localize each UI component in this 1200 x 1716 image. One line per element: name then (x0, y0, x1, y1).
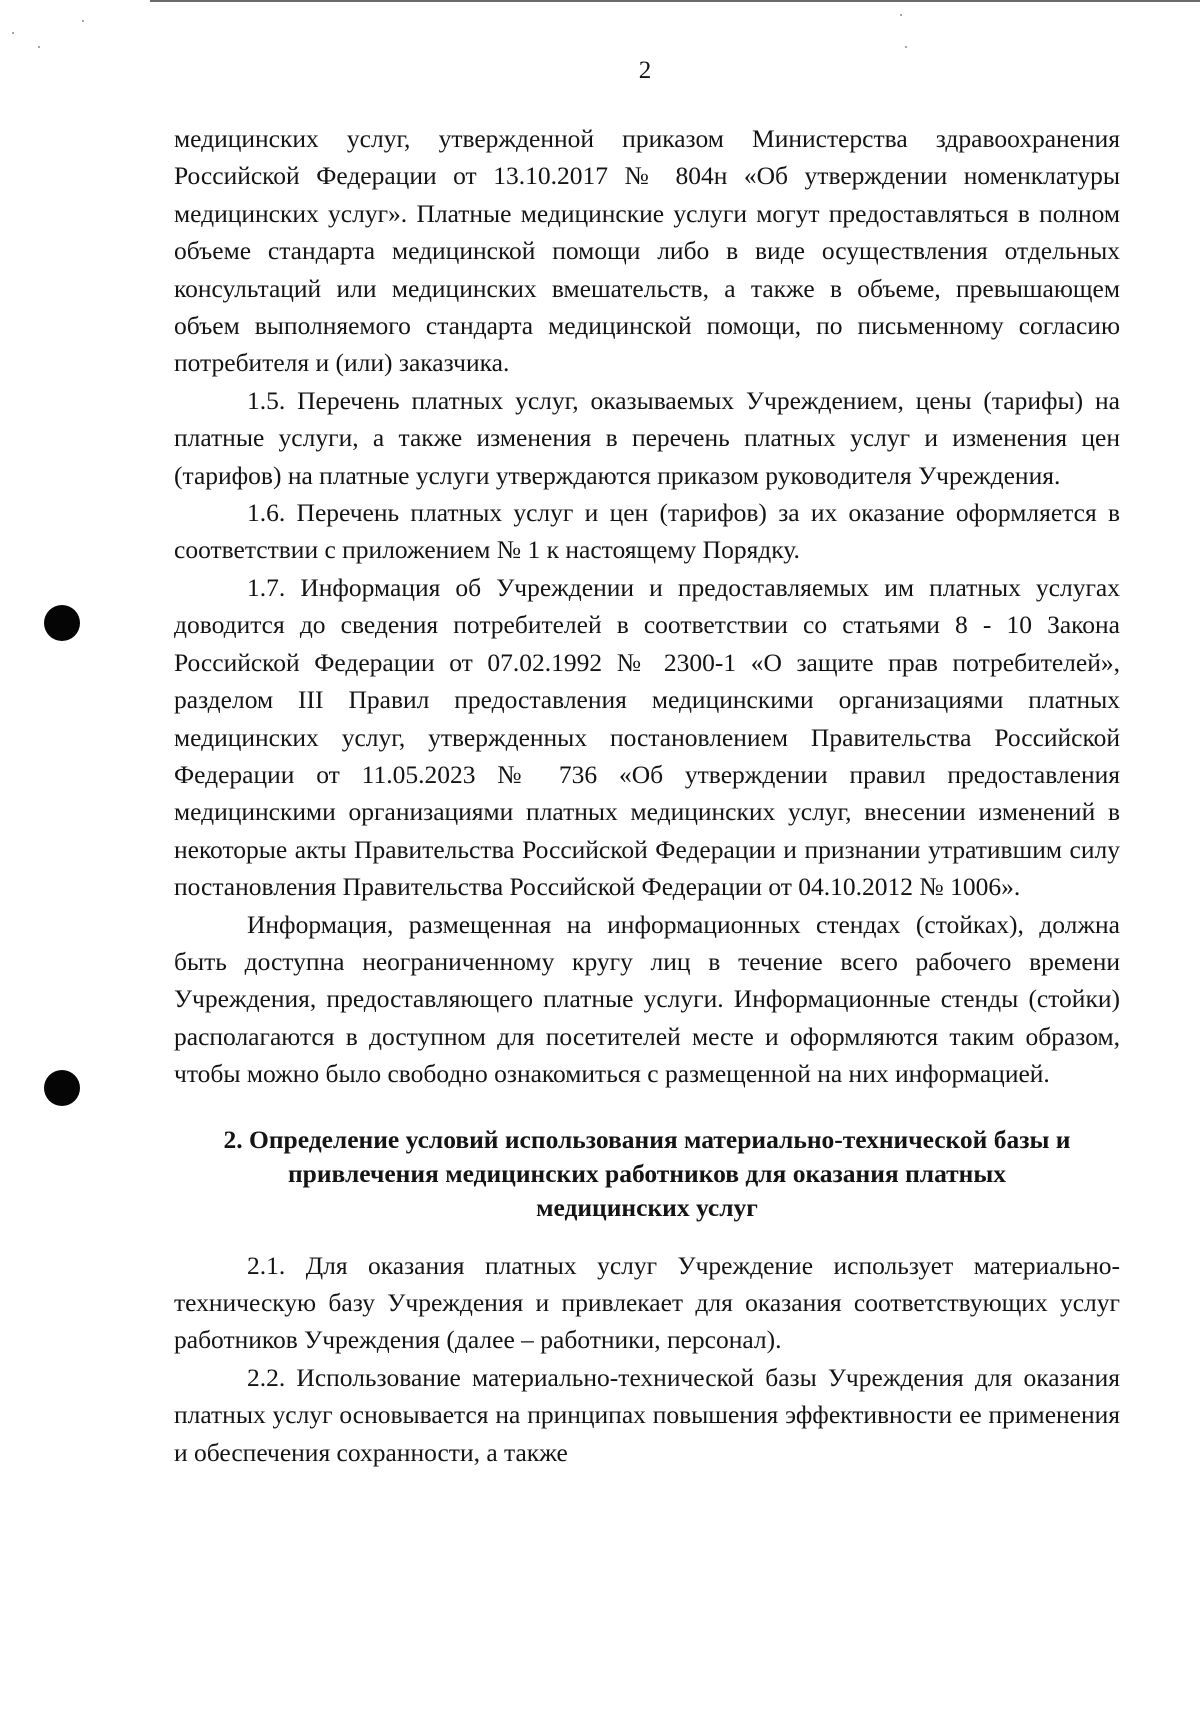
paragraph-info-stands: Информация, размещенная на информационных стендах (стойках), должна быть доступна неограниченному кругу лиц в течение всего рабочего времени Учреждения, предоставляющего платные услуги. Информационные стенды (стойки) располагаются в доступном для посетителей месте и оформляются таким образом, чтобы можно было свободно ознакомиться с размещенной на них информацией. (174, 909, 1120, 1089)
paragraph-2-2: 2.2. Использование материально-технической базы Учреждения для оказания платных услуг основывается на принципах повышения эффективности ее применения и обеспечения сохранности, а также (174, 1362, 1120, 1467)
scan-speck (905, 46, 907, 48)
punch-hole-upper (44, 605, 80, 641)
paragraph-continuation: медицинских услуг, утвержденной приказом Министерства здравоохранения Российской Федерации от 13.10.2017 № 804н «Об утверждении номенклатуры медицинских услуг». Платные медицинские услуги могут предоставляться в полном объеме стандарта медицинской помощи либо в виде осуществления отдельных консультаций или медицинских вмешательств, а также в объеме, превышающем объем выполняемого стандарта медицинской помощи, по письменному согласию потребителя и (или) заказчика. (174, 124, 1120, 378)
section-heading-line-1: 2. Определение условий использования материально-технической базы и (223, 1124, 1071, 1154)
punch-hole-lower (44, 1070, 80, 1106)
scan-speck (82, 20, 84, 22)
scan-speck (12, 32, 14, 34)
paragraph-1-6: 1.6. Перечень платных услуг и цен (тарифов) за их оказание оформляется в соответствии с приложением № 1 к настоящему Порядку. (174, 498, 1120, 565)
document-body (174, 120, 1120, 1471)
scan-speck (38, 46, 40, 48)
page-number: 2 (638, 57, 652, 84)
paragraph-1-7: 1.7. Информация об Учреждении и предоставляемых им платных услугах доводится до сведения потребителей в соответствии со статьями 8 - 10 Закона Российской Федерации от 07.02.1992 № 2300-1 «О защите прав потребителей», разделом III Правил предоставления медицинскими организациями платных медицинских услуг, утвержденных постановлением Правительства Российской Федерации от 11.05.2023 № 736 «Об утверждении правил предоставления медицинскими организациями платных медицинских услуг, внесении изменений в некоторые акты Правительства Российской Федерации и признании утратившим силу постановления Правительства Российской Федерации от 04.10.2012 № 1006». (174, 572, 1120, 902)
section-heading-line-3: медицинских услуг (536, 1192, 758, 1222)
paragraph-2-1: 2.1. Для оказания платных услуг Учреждение использует материально-техническую базу Учреждения и привлекает для оказания соответствующих услуг работников Учреждения (далее – работники, персонал). (174, 1250, 1120, 1355)
section-heading (174, 1123, 1120, 1225)
scan-top-edge (150, 0, 1200, 2)
paragraph-1-5: 1.5. Перечень платных услуг, оказываемых Учреждением, цены (тарифы) на платные услуги, а также изменения в перечень платных услуг и изменения цен (тарифов) на платные услуги утверждаются приказом руководителя Учреждения. (174, 385, 1120, 490)
scan-speck (900, 14, 902, 16)
section-heading-line-2: привлечения медицинских работников для оказания платных (287, 1158, 1007, 1188)
